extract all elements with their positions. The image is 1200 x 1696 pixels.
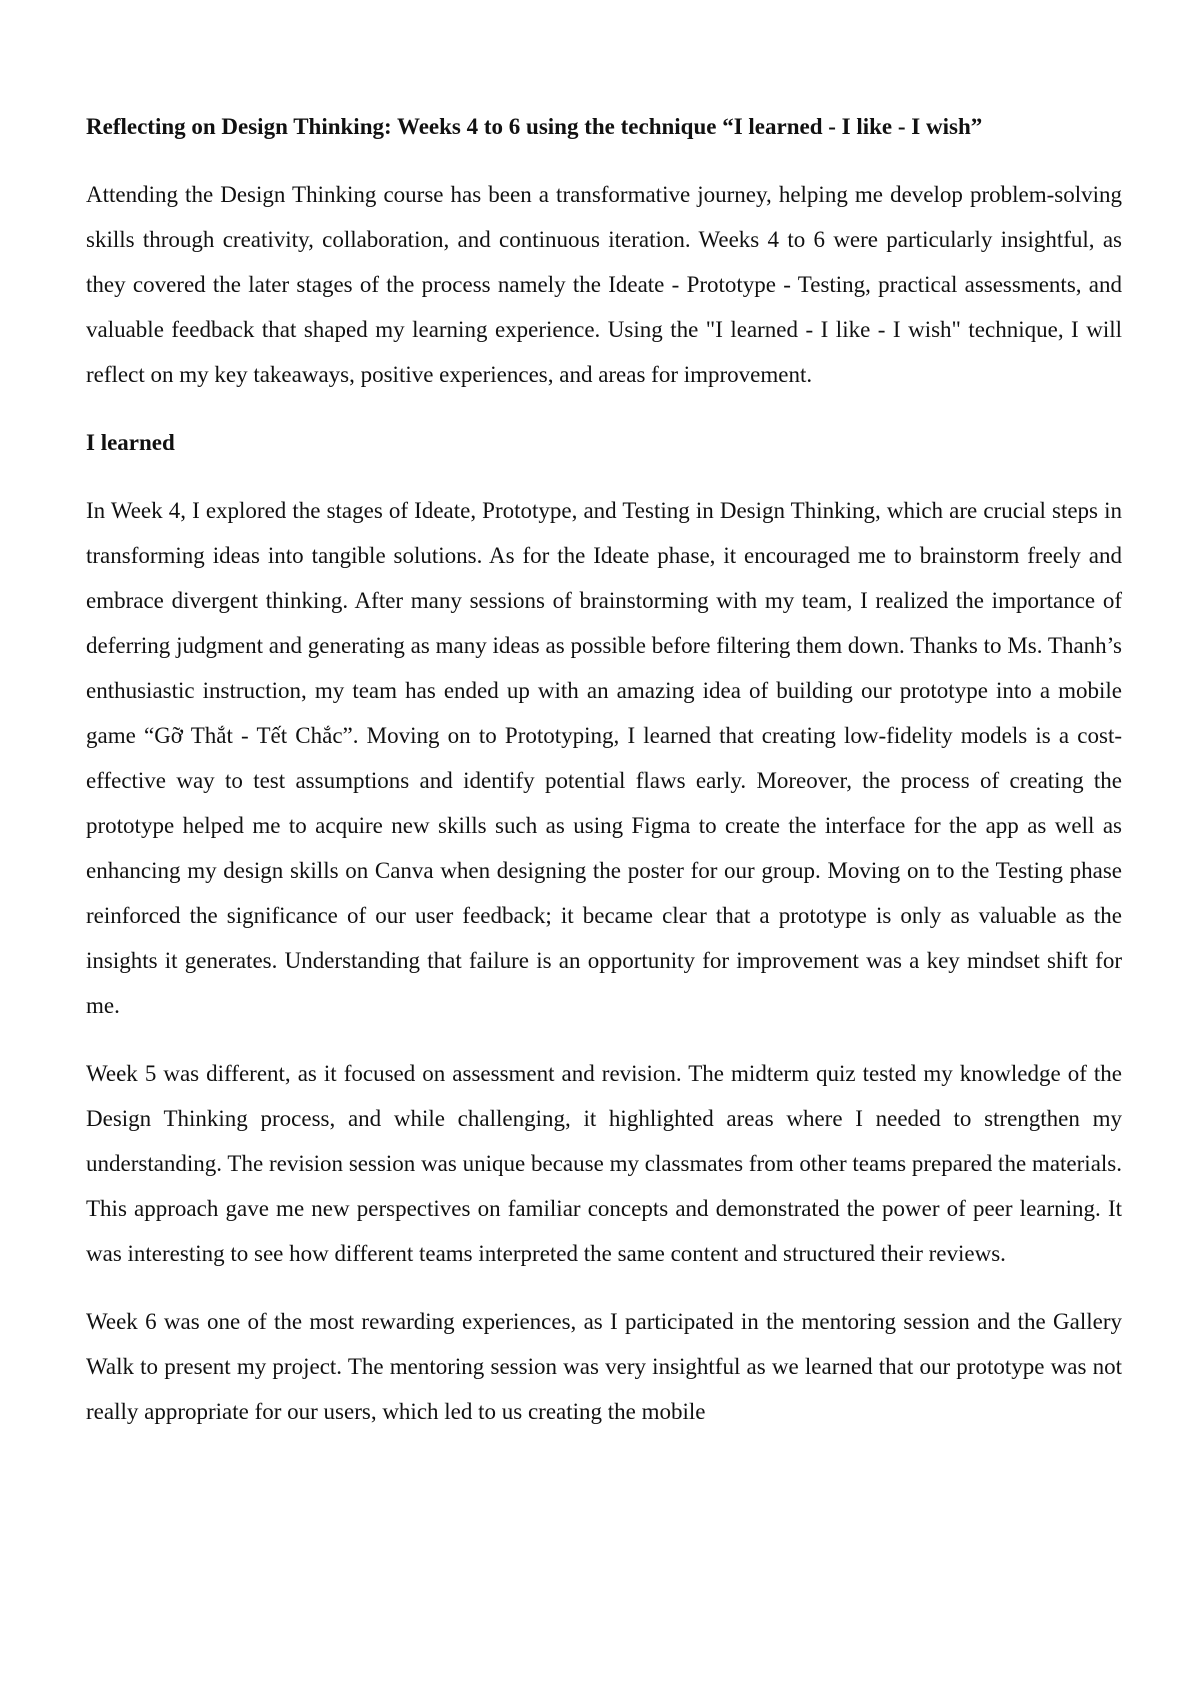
paragraph-week-4: In Week 4, I explored the stages of Ideate, Prototype, and Testing in Design Thinking, which are crucial steps in transforming ideas into tangible solutions. As for the Ideate phase, it encouraged me to brainstorm freely and embrace divergent thinking. After many sessions of brainstorming with my team, I realized the importance of deferring judgment and generating as many ideas as possible before filtering them down. Thanks to Ms. Thanh’s enthusiastic instruction, my team has ended up with an amazing idea of building our prototype into a mobile game “Gỡ Thắt - Tết Chắc”. Moving on to Prototyping, I learned that creating low-fidelity models is a cost-effective way to test assumptions and identify potential flaws early. Moreover, the process of creating the prototype helped me to acquire new skills such as using Figma to create the interface for the app as well as enhancing my design skills on Canva when designing the poster for our group. Moving on to the Testing phase reinforced the significance of our user feedback; it became clear that a prototype is only as valuable as the insights it generates. Understanding that failure is an opportunity for improvement was a key mindset shift for me. [86, 498, 1122, 1018]
paragraph-week-6: Week 6 was one of the most rewarding experiences, as I participated in the mentoring session and the Gallery Walk to present my project. The mentoring session was very insightful as we learned that our prototype was not really appropriate for our users, which led to us creating the mobile [86, 1309, 1122, 1424]
intro-paragraph: Attending the Design Thinking course has been a transformative journey, helping me develop problem-solving skills through creativity, collaboration, and continuous iteration. Weeks 4 to 6 were particularly insightful, as they covered the later stages of the process namely the Ideate - Prototype - Testing, practical assessments, and valuable feedback that shaped my learning experience. Using the "I learned - I like - I wish" technique, I will reflect on my key takeaways, positive experiences, and areas for improvement. [86, 182, 1122, 387]
document-title: Reflecting on Design Thinking: Weeks 4 to 6 using the technique “I learned - I like - I wish” [86, 114, 983, 139]
paragraph-week-5: Week 5 was different, as it focused on assessment and revision. The midterm quiz tested my knowledge of the Design Thinking process, and while challenging, it highlighted areas where I needed to strengthen my understanding. The revision session was unique because my classmates from other teams prepared the materials. This approach gave me new perspectives on familiar concepts and demonstrated the power of peer learning. It was interesting to see how different teams interpreted the same content and structured their reviews. [86, 1061, 1122, 1266]
section-heading-learned: I learned [86, 430, 175, 455]
document-body [86, 104, 1122, 1457]
